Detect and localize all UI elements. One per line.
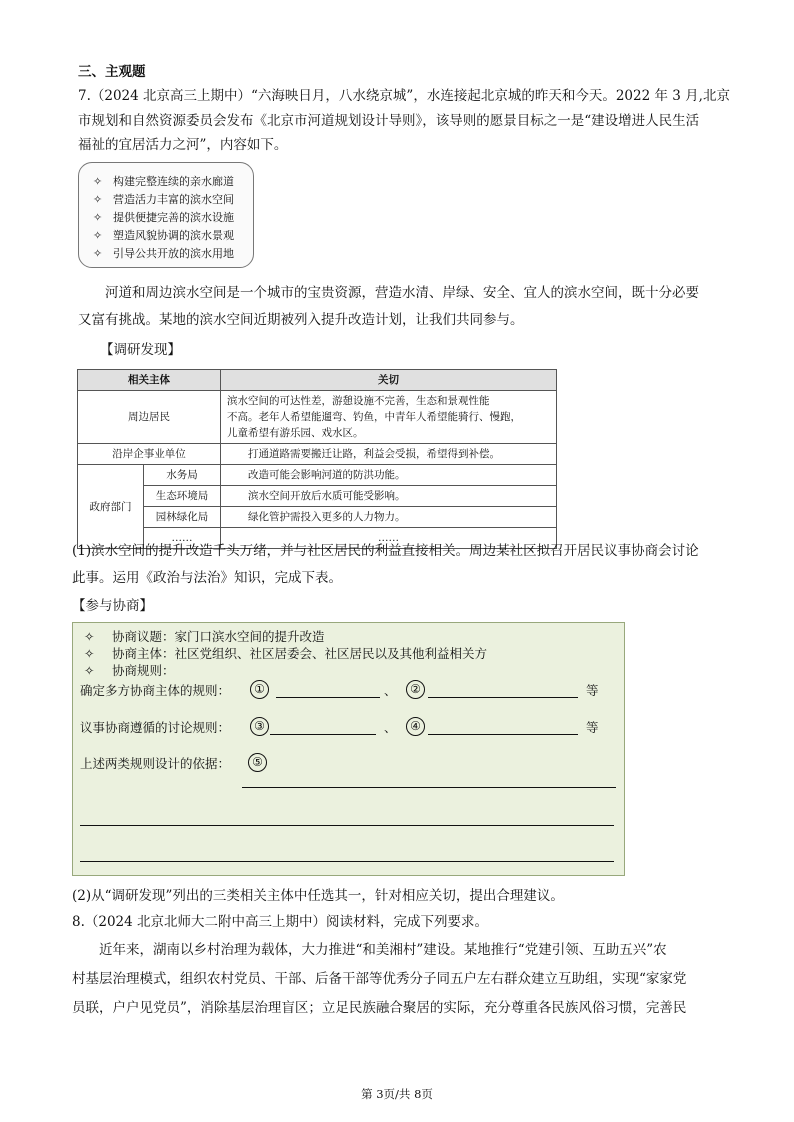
answer-blank-4[interactable] — [428, 734, 578, 735]
goal-item: ✧ 引导公共开放的滨水用地 — [93, 245, 253, 263]
table-cell-enterprises: 沿岸企事业单位 — [78, 444, 221, 465]
goals-box — [78, 162, 254, 268]
table-cell-government: 政府部门 — [78, 465, 144, 549]
table-cell-resident-concern: 滨水空间的可达性差，游憩设施不完善，生态和景观性能 不高。老年人希望能遛弯、钓鱼，中青年人希望能骑行、慢跑， 儿童希望有游乐园、戏水区。 — [221, 391, 557, 444]
blank-number-3: ③ — [250, 717, 269, 736]
goal-item: ✧ 提供便捷完善的滨水设施 — [93, 209, 253, 227]
table-cell-dept-concern: 改造可能会影响河道的防洪功能。 — [221, 465, 557, 486]
table-cell-dept: 园林绿化局 — [144, 507, 221, 528]
diamond-bullet-icon: ✧ — [93, 229, 103, 242]
q7-paragraph-line-2: 又富有挑战。某地的滨水空间近期被列入提升改造计划，让我们共同参与。 — [78, 312, 524, 328]
answer-blank-5-line-2[interactable] — [80, 825, 614, 826]
research-heading: 【调研发现】 — [100, 342, 181, 358]
etc-text: 等 — [586, 720, 599, 735]
sub-question-1-line-2: 此事。运用《政治与法治》知识，完成下表。 — [72, 570, 342, 586]
consult-rules: ✧ 协商规则： — [84, 663, 175, 678]
blank-number-5: ⑤ — [248, 753, 267, 772]
q7-paragraph-line-1: 河道和周边滨水空间是一个城市的宝贵资源，营造水清、岸绿、安全、宜人的滨水空间，既十分必要 — [105, 285, 699, 301]
table-cell-dept: 生态环境局 — [144, 486, 221, 507]
sub-question-2: (2)从“调研发现”列出的三类相关主体中任选其一，针对相应关切，提出合理建议。 — [72, 888, 564, 904]
q7-intro-line-1: 7.（2024 北京高三上期中）“六海映日月，八水绕京城”，水连接起北京城的昨天和今天。2022 年 3 月,北京 — [78, 88, 730, 104]
q8-line-2: 村基层治理模式，组织农村党员、干部、后备干部等优秀分子同五户左右群众建立互助组，实现“家家党 — [72, 971, 687, 987]
blank-number-1: ① — [250, 680, 269, 699]
q7-intro-line-2: 市规划和自然资源委员会发布《北京市河道规划设计导则》，该导则的愿景目标之一是“建设增进人民生活 — [78, 113, 700, 129]
row3-label: 上述两类规则设计的依据： — [80, 756, 231, 771]
etc-text: 等 — [586, 683, 599, 698]
row1-label: 确定多方协商主体的规则： — [80, 683, 231, 698]
answer-blank-2[interactable] — [428, 697, 578, 698]
table-header-concern: 关切 — [221, 370, 557, 391]
page-footer: 第 3页/共 8页 — [361, 1087, 433, 1101]
diamond-bullet-icon: ✧ — [93, 193, 103, 206]
consult-subjects: ✧ 协商主体：社区党组织、社区居委会、社区居民以及其他利益相关方 — [84, 646, 488, 661]
blank-number-2: ② — [406, 680, 425, 699]
sub-question-1-line-1: (1)滨水空间的提升改造千头万绪，并与社区居民的利益直接相关。周边某社区拟召开居民议事协商会讨论 — [72, 543, 699, 559]
answer-blank-3[interactable] — [270, 734, 376, 735]
goal-item: ✧ 营造活力丰富的滨水空间 — [93, 191, 253, 209]
diamond-bullet-icon: ✧ — [84, 646, 95, 661]
answer-blank-1[interactable] — [276, 697, 380, 698]
table-cell-residents: 周边居民 — [78, 391, 221, 444]
separator: 、 — [384, 683, 397, 698]
q8-line-1: 近年来，湖南以乡村治理为载体，大力推进“和美湘村”建设。某地推行“党建引领、互助五兴”农 — [99, 942, 667, 958]
diamond-bullet-icon: ✧ — [93, 211, 103, 224]
table-cell-dept-concern: 绿化管护需投入更多的人力物力。 — [221, 507, 557, 528]
table-cell-dept: 水务局 — [144, 465, 221, 486]
goal-item: ✧ 塑造风貌协调的滨水景观 — [93, 227, 253, 245]
diamond-bullet-icon: ✧ — [84, 663, 95, 678]
consult-heading: 【参与协商】 — [72, 598, 153, 614]
q7-intro-line-3: 福祉的宜居活力之河”，内容如下。 — [78, 137, 288, 153]
q8-line-3: 员联，户户见党员”，消除基层治理盲区；立足民族融合聚居的实际，充分尊重各民族风俗习惯，完善民 — [72, 1000, 687, 1016]
table-cell-dept: …… — [144, 528, 221, 549]
q8-header: 8.（2024 北京北师大二附中高三上期中）阅读材料，完成下列要求。 — [72, 914, 489, 930]
answer-blank-5-line-1[interactable] — [242, 787, 616, 788]
diamond-bullet-icon: ✧ — [84, 629, 95, 644]
separator: 、 — [384, 720, 397, 735]
section-title: 三、主观题 — [78, 64, 146, 80]
table-cell-dept-concern: 滨水空间开放后水质可能受影响。 — [221, 486, 557, 507]
diamond-bullet-icon: ✧ — [93, 175, 103, 188]
answer-blank-5-line-3[interactable] — [80, 861, 614, 862]
consult-topic: ✧ 协商议题：家门口滨水空间的提升改造 — [84, 629, 325, 644]
goal-item: ✧ 构建完整连续的亲水廊道 — [93, 173, 253, 191]
table-header-subject: 相关主体 — [78, 370, 221, 391]
table-cell-enterprise-concern: 打通道路需要搬迁让路，利益会受损，希望得到补偿。 — [221, 444, 557, 465]
blank-number-4: ④ — [406, 717, 425, 736]
diamond-bullet-icon: ✧ — [93, 247, 103, 260]
row2-label: 议事协商遵循的讨论规则： — [80, 720, 231, 735]
table-cell-dept-concern: …… — [221, 528, 557, 549]
research-table — [77, 369, 557, 549]
